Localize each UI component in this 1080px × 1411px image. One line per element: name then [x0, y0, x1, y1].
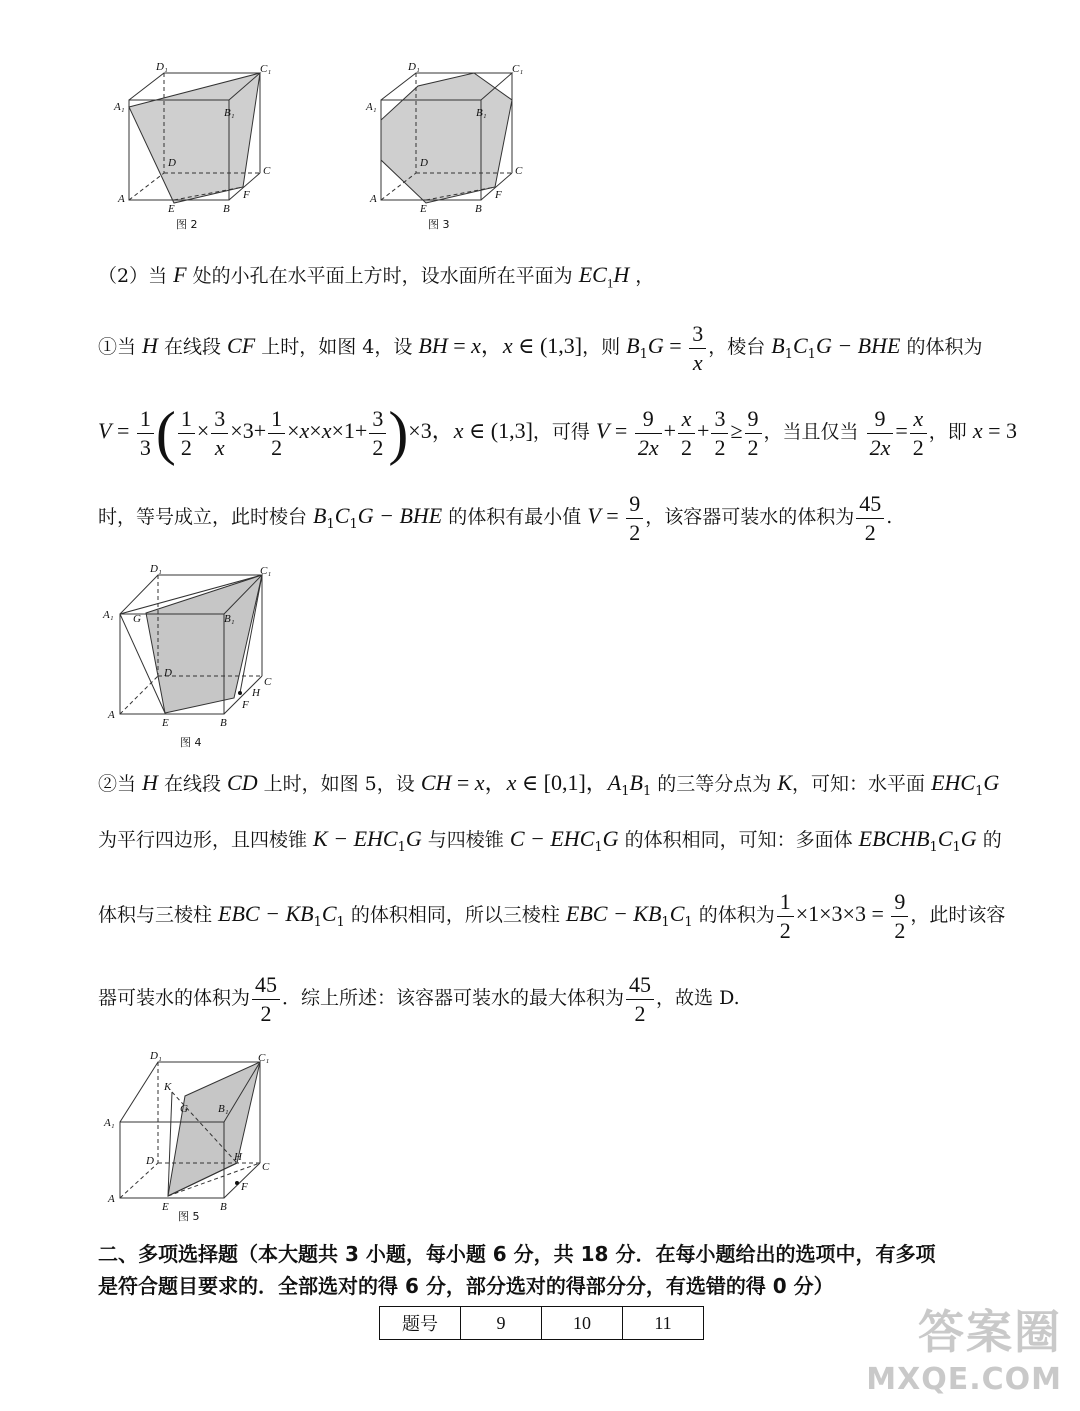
fig4-label-c1: C₁ — [260, 565, 272, 577]
fig4-label-g: G — [133, 613, 141, 625]
fig3-label-c1: C₁ — [512, 63, 524, 75]
fig3-label-a: A — [370, 193, 377, 205]
fig5-label-b: B — [220, 1201, 227, 1213]
para-case2: ②当 H 在线段 CD 上时，如图 5，设 CH = x，x ∈ [0,1]，$A_1B_1$ 的三等分点为 K，可知：水平面 $EHC_1G$ — [98, 770, 1000, 799]
table-header-cell: 题号 — [380, 1307, 461, 1340]
fig5-label-b1: B₁ — [218, 1103, 229, 1115]
fig4-label-d1: D₁ — [150, 563, 162, 575]
fig5-label-d: D — [146, 1155, 154, 1167]
fig5-label-d1: D₁ — [150, 1050, 162, 1062]
watermark — [866, 1296, 1062, 1397]
fig2-label-c: C — [263, 165, 271, 177]
para-conclusion: 器可装水的体积为 $\frac{45}{2}$ ．综上所述：该容器可装水的最大体积为 $\frac{45}{2}$ ，故选 D. — [98, 971, 740, 1026]
fig5-label-c: C — [262, 1161, 270, 1173]
table-cell-9: 9 — [461, 1307, 542, 1340]
fig5-label-a: A — [108, 1193, 115, 1205]
fig5-label-k: K — [164, 1081, 172, 1093]
fig5-caption: 图 5 — [178, 1210, 200, 1223]
fig5-label-a1: A₁ — [104, 1117, 115, 1129]
fig4-label-c: C — [264, 676, 272, 688]
watermark-logo-text: 答案圈 — [918, 1305, 1062, 1359]
figure-3 — [364, 60, 534, 232]
fig5-label-c1: C₁ — [258, 1052, 270, 1064]
fig4-label-f: F — [242, 699, 249, 711]
fig2-label-a: A — [118, 193, 125, 205]
fig2-label-a1: A₁ — [114, 101, 125, 113]
fig4-label-a: A — [108, 709, 115, 721]
fig3-label-e: E — [420, 203, 427, 215]
fig5-label-f: F — [241, 1181, 248, 1193]
fig2-label-d: D — [168, 157, 176, 169]
fig4-caption: 图 4 — [180, 736, 202, 749]
fig2-label-b1: B₁ — [224, 107, 235, 119]
answer-table — [379, 1306, 704, 1340]
fig5-label-e: E — [162, 1201, 169, 1213]
fig3-label-b: B — [475, 203, 482, 215]
fig4-label-h: H — [252, 687, 260, 699]
fig2-label-d1: D₁ — [156, 61, 168, 73]
fig3-caption: 图 3 — [428, 218, 450, 231]
figure-4 — [100, 558, 290, 750]
fig3-label-f: F — [495, 189, 502, 201]
para-pyramid: 为平行四边形，且四棱锥 $K - EHC_1G$ 与四棱锥 $C - EHC_1G$ 的体积相同，可知：多面体 $EBCHB_1C_1G$ 的 — [98, 826, 1002, 855]
fig2-label-b: B — [223, 203, 230, 215]
para-case1: ①当 H 在线段 CF 上时，如图 4，设 BH = x，x ∈ (1,3]，则 $B_1G$ = $\frac{3}{x}$ ，棱台 $B_1C_1G$ − BHE 的体积为 — [98, 320, 983, 375]
fig3-label-a1: A₁ — [366, 101, 377, 113]
para-prism: 体积与三棱柱 EBC − $KB_1C_1$ 的体积相同，所以三棱柱 EBC − $KB_1C_1$ 的体积为 $\frac{1}{2}$ ×1×3×3 = $\frac{9}{2}$ ，此时该容 — [98, 888, 1006, 943]
para-volume-formula: V = $\frac{1}{3}$ ( $\frac{1}{2}$ × $\frac{3}{x}$ ×3+ $\frac{1}{2}$ ×x×x×1+ $\frac{3}{2}$ )×3，x ∈ (1,3]，可得 V = $\frac{9}{2x}$ + $\frac{x}{2}$ + $\frac{3}{2}$ ≥ $\frac{9}{2}$ ，当且仅当 $\frac{9}{2x}$ = $\frac{x}{2}$ ，即 x = 3 — [98, 400, 1017, 466]
fig5-label-g: G — [180, 1103, 188, 1115]
fig3-label-c: C — [515, 165, 523, 177]
fig2-caption: 图 2 — [176, 218, 198, 231]
fig2-label-c1: C₁ — [260, 63, 272, 75]
watermark-url: MXQE.COM — [866, 1362, 1062, 1397]
fig4-label-e: E — [162, 717, 169, 729]
fig2-label-e: E — [168, 203, 175, 215]
fig3-label-d1: D₁ — [408, 61, 420, 73]
fig4-label-b1: B₁ — [224, 613, 235, 625]
section-heading-line1: 二、多项选择题（本大题共 3 小题，每小题 6 分，共 18 分．在每小题给出的选项中，有多项 — [98, 1242, 936, 1266]
fig2-label-f: F — [243, 189, 250, 201]
fig4-label-a1: A₁ — [103, 609, 114, 621]
fig4-label-b: B — [220, 717, 227, 729]
para-part2-intro: （2）当 F 处的小孔在水平面上方时，设水面所在平面为 $EC_1H$ ， — [98, 262, 655, 291]
fig5-label-h: H — [234, 1151, 242, 1163]
table-cell-11: 11 — [623, 1307, 704, 1340]
figure-5 — [100, 1048, 290, 1224]
figure-2 — [112, 60, 282, 232]
table-cell-10: 10 — [542, 1307, 623, 1340]
fig4-label-d: D — [164, 667, 172, 679]
fig3-label-b1: B₁ — [476, 107, 487, 119]
section-heading-line2: 是符合题目要求的．全部选对的得 6 分，部分选对的得部分分，有选错的得 0 分） — [98, 1274, 834, 1298]
fig3-label-d: D — [420, 157, 428, 169]
para-min-volume: 时，等号成立，此时棱台 $B_1C_1G$ − BHE 的体积有最小值 V = $\frac{9}{2}$ ，该容器可装水的体积为 $\frac{45}{2}$ . — [98, 490, 893, 545]
